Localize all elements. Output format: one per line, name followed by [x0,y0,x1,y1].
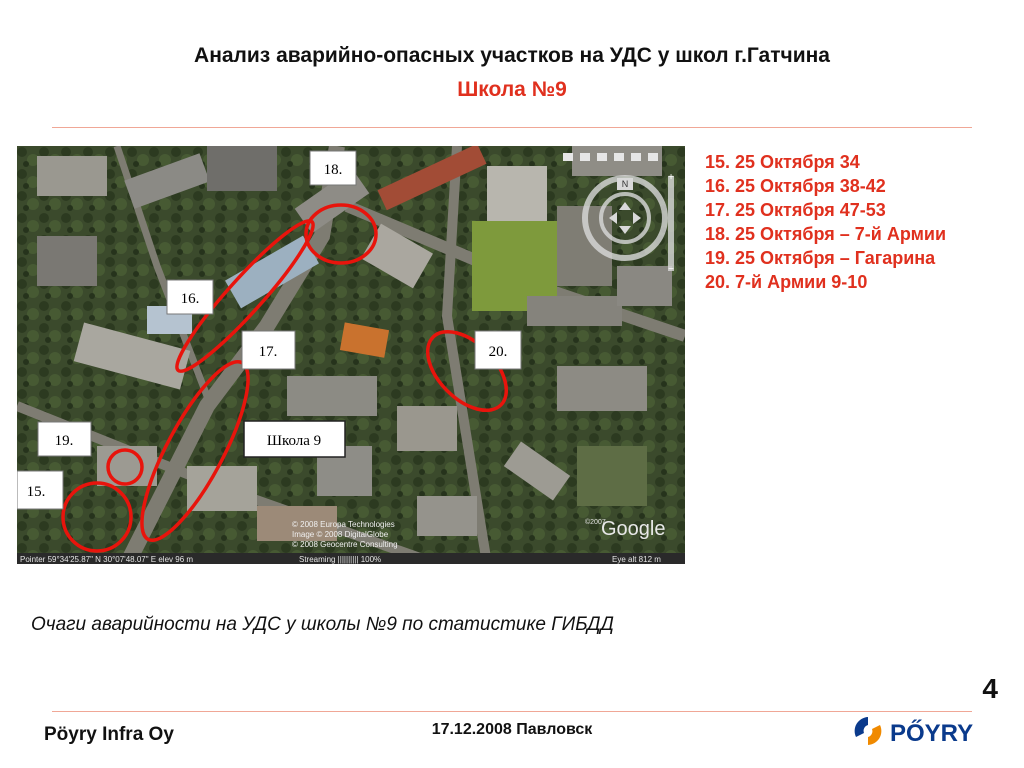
legend-item: 16. 25 Октября 38-42 [705,176,886,196]
poyry-logo-icon [855,717,882,745]
svg-text:Image © 2008 DigitalGlobe: Image © 2008 DigitalGlobe [292,530,389,539]
poyry-logo-text: PŐYRY [890,720,974,747]
map-label-18 [310,151,356,185]
legend-item: 17. 25 Октября 47-53 [705,200,886,220]
satellite-map [17,146,685,564]
hazard-legend [705,150,1005,294]
svg-text:15.: 15. [26,484,46,500]
svg-text:Школа 9: Школа 9 [266,433,322,449]
map-label-17 [242,331,295,369]
map-label-school [244,421,345,457]
svg-text:18.: 18. [323,162,343,178]
top-divider [52,127,972,128]
map-label-16 [167,280,213,314]
svg-text:16.: 16. [180,291,200,307]
legend-item: 20. 7-й Армии 9-10 [705,272,868,292]
map-label-19 [38,422,91,456]
pointer-readout: Pointer 59°34'25.87" N 30°07'48.07" E elev 96 m [20,555,194,564]
page-number: 4 [982,673,998,704]
svg-text:+: + [668,172,674,183]
svg-text:20.: 20. [488,344,508,360]
google-logo: Google [601,518,666,540]
map-caption: Очаги аварийности на УДС у школы №9 по статистике ГИБДД [31,614,614,635]
footer-company: Pöyry Infra Oy [44,724,174,745]
svg-text:17.: 17. [258,344,278,360]
svg-text:19.: 19. [54,433,74,449]
map-credits [292,520,398,549]
legend-item: 19. 25 Октября – Гагарина [705,248,936,268]
svg-text:© 2008 Geocentre Consulting: © 2008 Geocentre Consulting [292,540,398,549]
zoom-slider[interactable] [668,172,674,275]
legend-item: 15. 25 Октября 34 [705,152,860,172]
slide-subtitle: Школа №9 [457,78,567,101]
slide-title: Анализ аварийно-опасных участков на УДС у школ г.Гатчина [194,44,830,67]
legend-item: 18. 25 Октября – 7-й Армии [705,224,947,244]
bottom-divider [52,711,972,712]
map-label-15 [17,471,63,509]
streaming-readout: Streaming |||||||||| 100% [299,555,382,564]
google-copyright: ©2007 [585,519,606,526]
compass-letter: N [621,179,629,189]
footer-date: 17.12.2008 Павловск [431,721,593,738]
svg-text:−: − [668,264,674,275]
svg-text:© 2008 Europa Technologies: © 2008 Europa Technologies [292,520,395,529]
map-label-20 [475,331,521,369]
eye-alt-readout: Eye alt 812 m [612,555,661,564]
poyry-logo [850,713,1000,749]
